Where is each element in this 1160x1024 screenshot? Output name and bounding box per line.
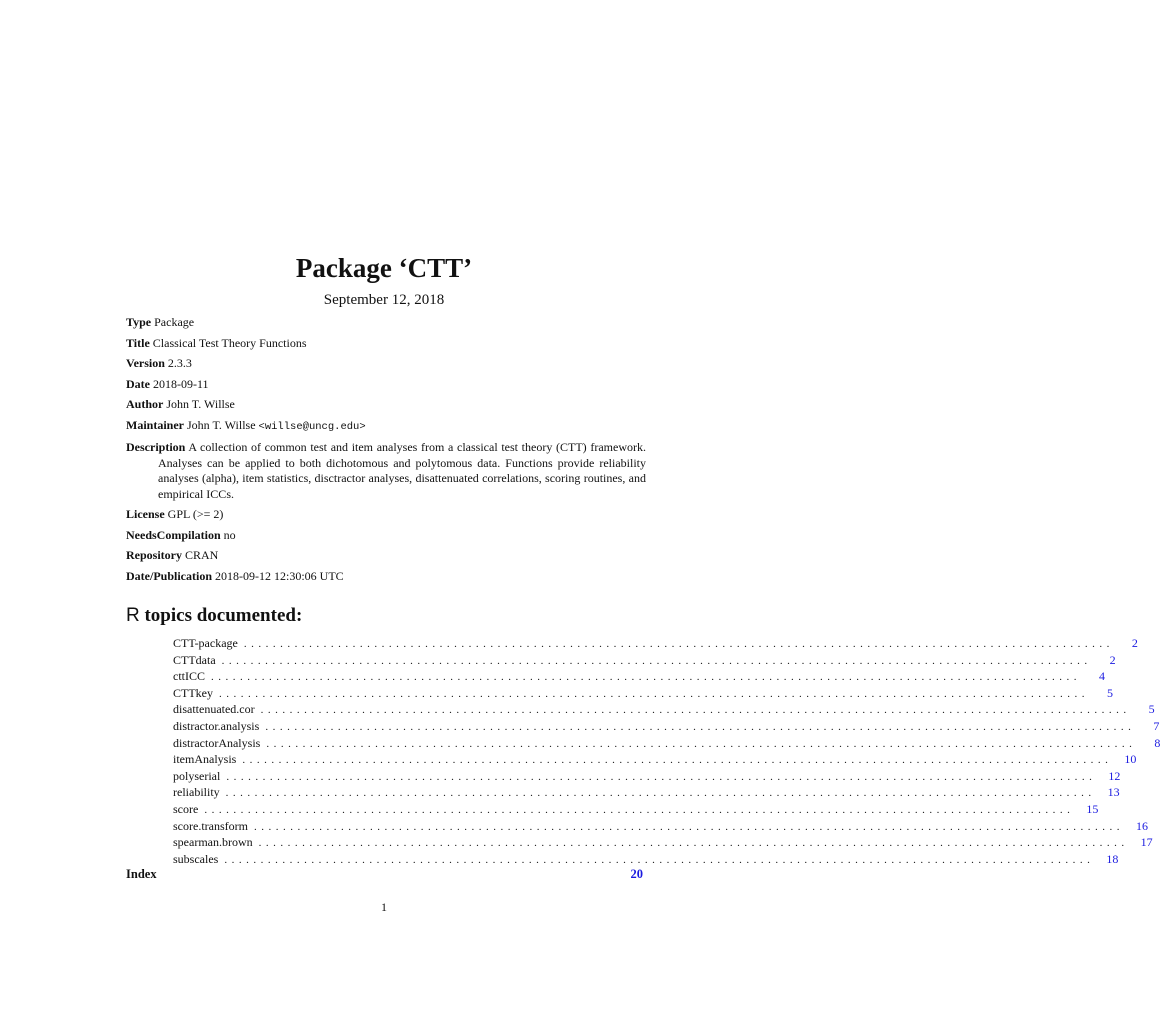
index-entry[interactable]	[126, 866, 643, 882]
field-title	[126, 336, 646, 352]
field-maintainer	[126, 418, 646, 436]
toc-entry-name: reliability	[173, 785, 220, 800]
toc-entry-page[interactable]: 4	[1099, 669, 1105, 684]
field-key: License	[126, 507, 165, 521]
field-value: 2018-09-12 12:30:06 UTC	[215, 568, 344, 583]
field-key: Title	[126, 335, 150, 350]
toc-heading-text: topics documented:	[144, 605, 303, 626]
publication-date: September 12, 2018	[323, 292, 445, 308]
toc-leader-dots: ........................................................................................................................	[219, 687, 1089, 700]
toc-leader-dots: ........................................................................................................................	[204, 803, 1075, 816]
field-needs-compilation	[126, 528, 646, 544]
field-value: CRAN	[185, 548, 219, 562]
index-page-link[interactable]: 20	[630, 867, 643, 881]
field-value: Classical Test Theory Functions	[152, 335, 307, 350]
toc-entry-name: CTTdata	[173, 652, 216, 667]
toc-entry-page[interactable]: 5	[1107, 685, 1113, 700]
toc-leader-dots: ........................................................................................................................	[226, 770, 1097, 783]
field-value: 2.3.3	[167, 356, 192, 370]
toc-leader-dots: ........................................................................................................................	[258, 837, 1129, 850]
toc-entry-name: CTTkey	[173, 685, 213, 700]
toc-leader-dots: ........................................................................................................................	[260, 704, 1131, 717]
toc-entry-name: polyserial	[173, 768, 221, 783]
toc-entry-page[interactable]: 17	[1140, 835, 1153, 850]
toc-entry-page[interactable]: 5	[1148, 702, 1155, 717]
field-key: Date/Publication	[126, 568, 212, 583]
toc-entry[interactable]	[173, 685, 1113, 703]
field-key: Maintainer	[126, 417, 184, 432]
maintainer-email: <willse@uncg.edu>	[258, 420, 366, 433]
field-type	[126, 315, 646, 331]
toc-leader-dots: ........................................................................................................................	[266, 737, 1137, 750]
page-number: 1	[381, 900, 387, 914]
field-license	[126, 507, 646, 523]
toc-entry[interactable]	[173, 752, 1137, 769]
toc-entry-page[interactable]: 7	[1153, 718, 1160, 733]
toc-entry[interactable]	[173, 768, 1121, 786]
field-description	[126, 440, 646, 502]
field-key: NeedsCompilation	[126, 527, 221, 542]
toc-entry-name: score	[173, 801, 199, 816]
field-value: 2018-09-11	[153, 376, 209, 391]
toc-heading	[126, 604, 302, 628]
toc-leader-dots: ........................................................................................................................	[265, 720, 1136, 733]
field-author	[126, 397, 646, 413]
toc-leader-dots: ........................................................................................................................	[211, 671, 1081, 684]
toc-entry-page[interactable]: 15	[1086, 801, 1099, 816]
toc-leader-dots: ........................................................................................................................	[242, 754, 1113, 767]
field-key: Description	[126, 440, 186, 454]
field-date	[126, 377, 646, 393]
field-key: Date	[126, 376, 150, 391]
toc-leader-dots: ........................................................................................................................	[221, 654, 1092, 667]
toc-entry[interactable]	[173, 785, 1120, 802]
toc-entry[interactable]	[173, 718, 1160, 736]
field-value: A collection of common test and item analyses from a classical test theory (CTT) framework. Analyses can be applied to both dichotomous and polytomous data. Functions provide reliability analyses (alpha), item statistics, disctractor analyses, disattenuated correlations, scoring routines, and empirical ICCs.	[158, 440, 646, 501]
toc-entry-page[interactable]: 13	[1107, 785, 1120, 800]
field-repository	[126, 548, 646, 564]
page-title: Package ‘CTT’	[295, 253, 473, 283]
toc-entry[interactable]	[173, 669, 1105, 686]
toc-entry[interactable]	[173, 818, 1148, 836]
toc-entry[interactable]	[173, 702, 1155, 719]
field-key: Type	[126, 315, 152, 329]
toc-entry-name: itemAnalysis	[173, 752, 237, 767]
toc-entry-page[interactable]: 18	[1106, 851, 1119, 866]
toc-entry-page[interactable]: 2	[1109, 652, 1116, 667]
toc-entry-page[interactable]: 8	[1154, 735, 1160, 750]
toc-entry-name: CTT-package	[173, 636, 238, 650]
r-logo-letter: R	[126, 605, 140, 626]
toc-entry[interactable]	[173, 735, 1160, 753]
toc-entry[interactable]	[173, 801, 1099, 819]
toc-leader-dots: ........................................................................................................................	[243, 638, 1114, 650]
toc-entry[interactable]	[173, 652, 1116, 670]
field-key: Author	[126, 397, 164, 411]
toc-entry-name: spearman.brown	[173, 835, 253, 850]
toc-leader-dots: ........................................................................................................................	[253, 820, 1124, 833]
toc-leader-dots: ........................................................................................................................	[225, 787, 1096, 800]
toc-entry-name: distractorAnalysis	[173, 735, 261, 750]
toc-entry-page[interactable]: 12	[1108, 768, 1121, 783]
toc-entry-name: disattenuated.cor	[173, 702, 255, 717]
table-of-contents	[173, 636, 1160, 868]
index-label: Index	[126, 867, 157, 881]
field-version	[126, 356, 646, 372]
field-key: Version	[126, 356, 165, 370]
toc-leader-dots: ........................................................................................................................	[224, 853, 1095, 866]
field-value: Package	[154, 315, 195, 329]
toc-entry-page[interactable]: 10	[1124, 752, 1137, 767]
toc-entry-page[interactable]: 2	[1131, 636, 1138, 650]
toc-entry[interactable]	[173, 636, 1138, 653]
package-fields	[126, 315, 646, 584]
toc-entry-page[interactable]: 16	[1135, 818, 1148, 833]
field-value: John T. Willse	[187, 417, 256, 432]
field-value: no	[223, 527, 236, 542]
field-key: Repository	[126, 548, 182, 562]
field-value: GPL (>= 2)	[167, 507, 224, 521]
toc-entry[interactable]	[173, 835, 1153, 852]
field-value: John T. Willse	[166, 397, 235, 411]
toc-entry-name: cttICC	[173, 669, 205, 684]
toc-entry-name: distractor.analysis	[173, 718, 260, 733]
toc-entry-name: score.transform	[173, 818, 248, 833]
toc-entry-name: subscales	[173, 851, 219, 866]
field-date-publication	[126, 569, 646, 585]
